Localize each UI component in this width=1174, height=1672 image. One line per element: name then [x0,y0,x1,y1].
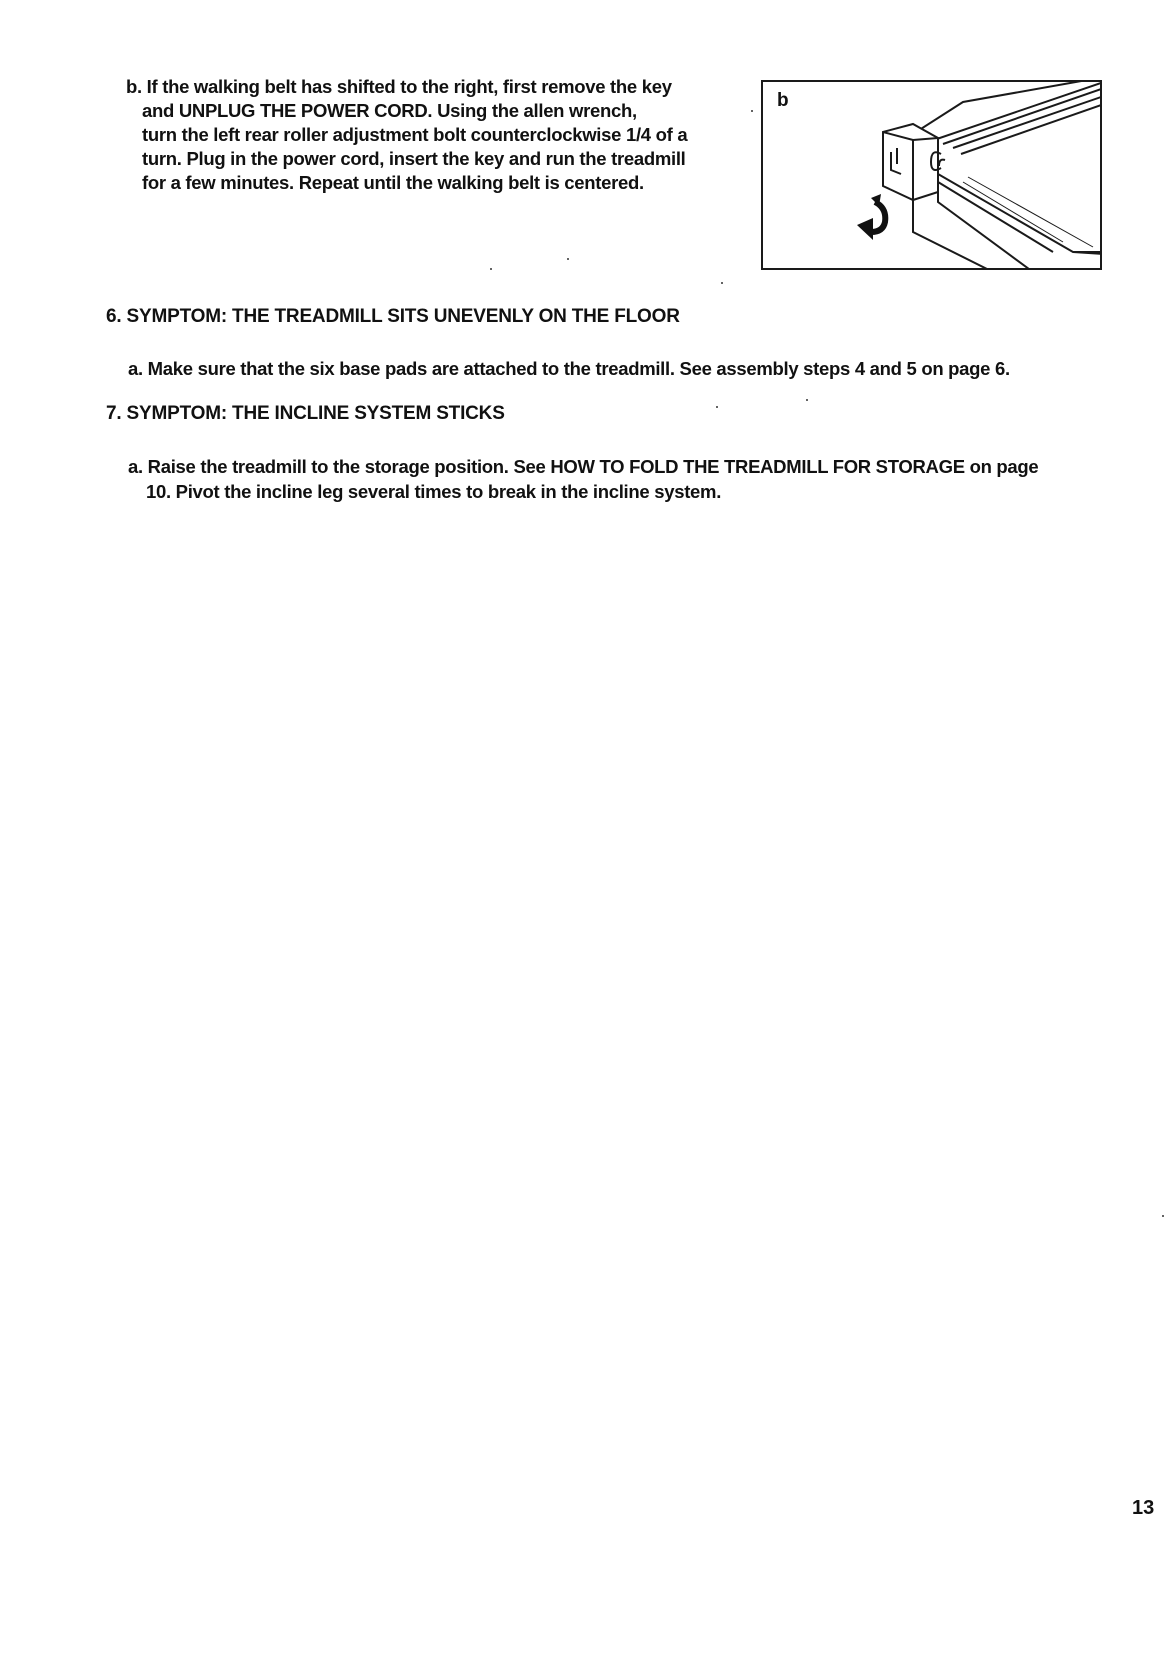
scan-speck [567,258,569,260]
step-b-line-3: turn the left rear roller adjustment bolt counterclockwise 1/4 of a [142,124,688,145]
symptom-7-heading: 7. SYMPTOM: THE INCLINE SYSTEM STICKS [106,403,505,424]
figure-letter: b [777,90,789,111]
step-b-line-2: and UNPLUG THE POWER CORD. Using the allen wrench, [142,100,637,121]
scan-speck [751,110,753,112]
step-b-line-1: b. If the walking belt has shifted to the right, first remove the key [126,76,672,97]
symptom-7-item-a-line-2: 10. Pivot the incline leg several times to break in the incline system. [146,481,722,502]
symptom-7-item-a [128,454,1108,504]
step-b-line-5: for a few minutes. Repeat until the walking belt is centered. [142,172,644,193]
step-b-paragraph [126,75,726,195]
step-b-line-4: turn. Plug in the power cord, insert the key and run the treadmill [142,148,686,169]
symptom-6-heading: 6. SYMPTOM: THE TREADMILL SITS UNEVENLY ON THE FLOOR [106,306,680,327]
scan-speck [721,282,723,284]
scan-speck [490,268,492,270]
counterclockwise-arrow-icon [857,194,885,240]
scan-speck [806,399,808,401]
symptom-6-item-a: a. Make sure that the six base pads are attached to the treadmill. See assembly steps 4 and 5 on page 6. [128,358,1010,379]
treadmill-rear-roller-illustration [763,82,1102,270]
scan-speck [1162,1215,1164,1217]
scan-speck [716,406,718,408]
symptom-7-item-a-line-1: a. Raise the treadmill to the storage position. See HOW TO FOLD THE TREADMILL FOR STORAGE on page [128,456,1039,477]
page-number: 13 [1132,1497,1155,1519]
figure-b [761,80,1102,270]
